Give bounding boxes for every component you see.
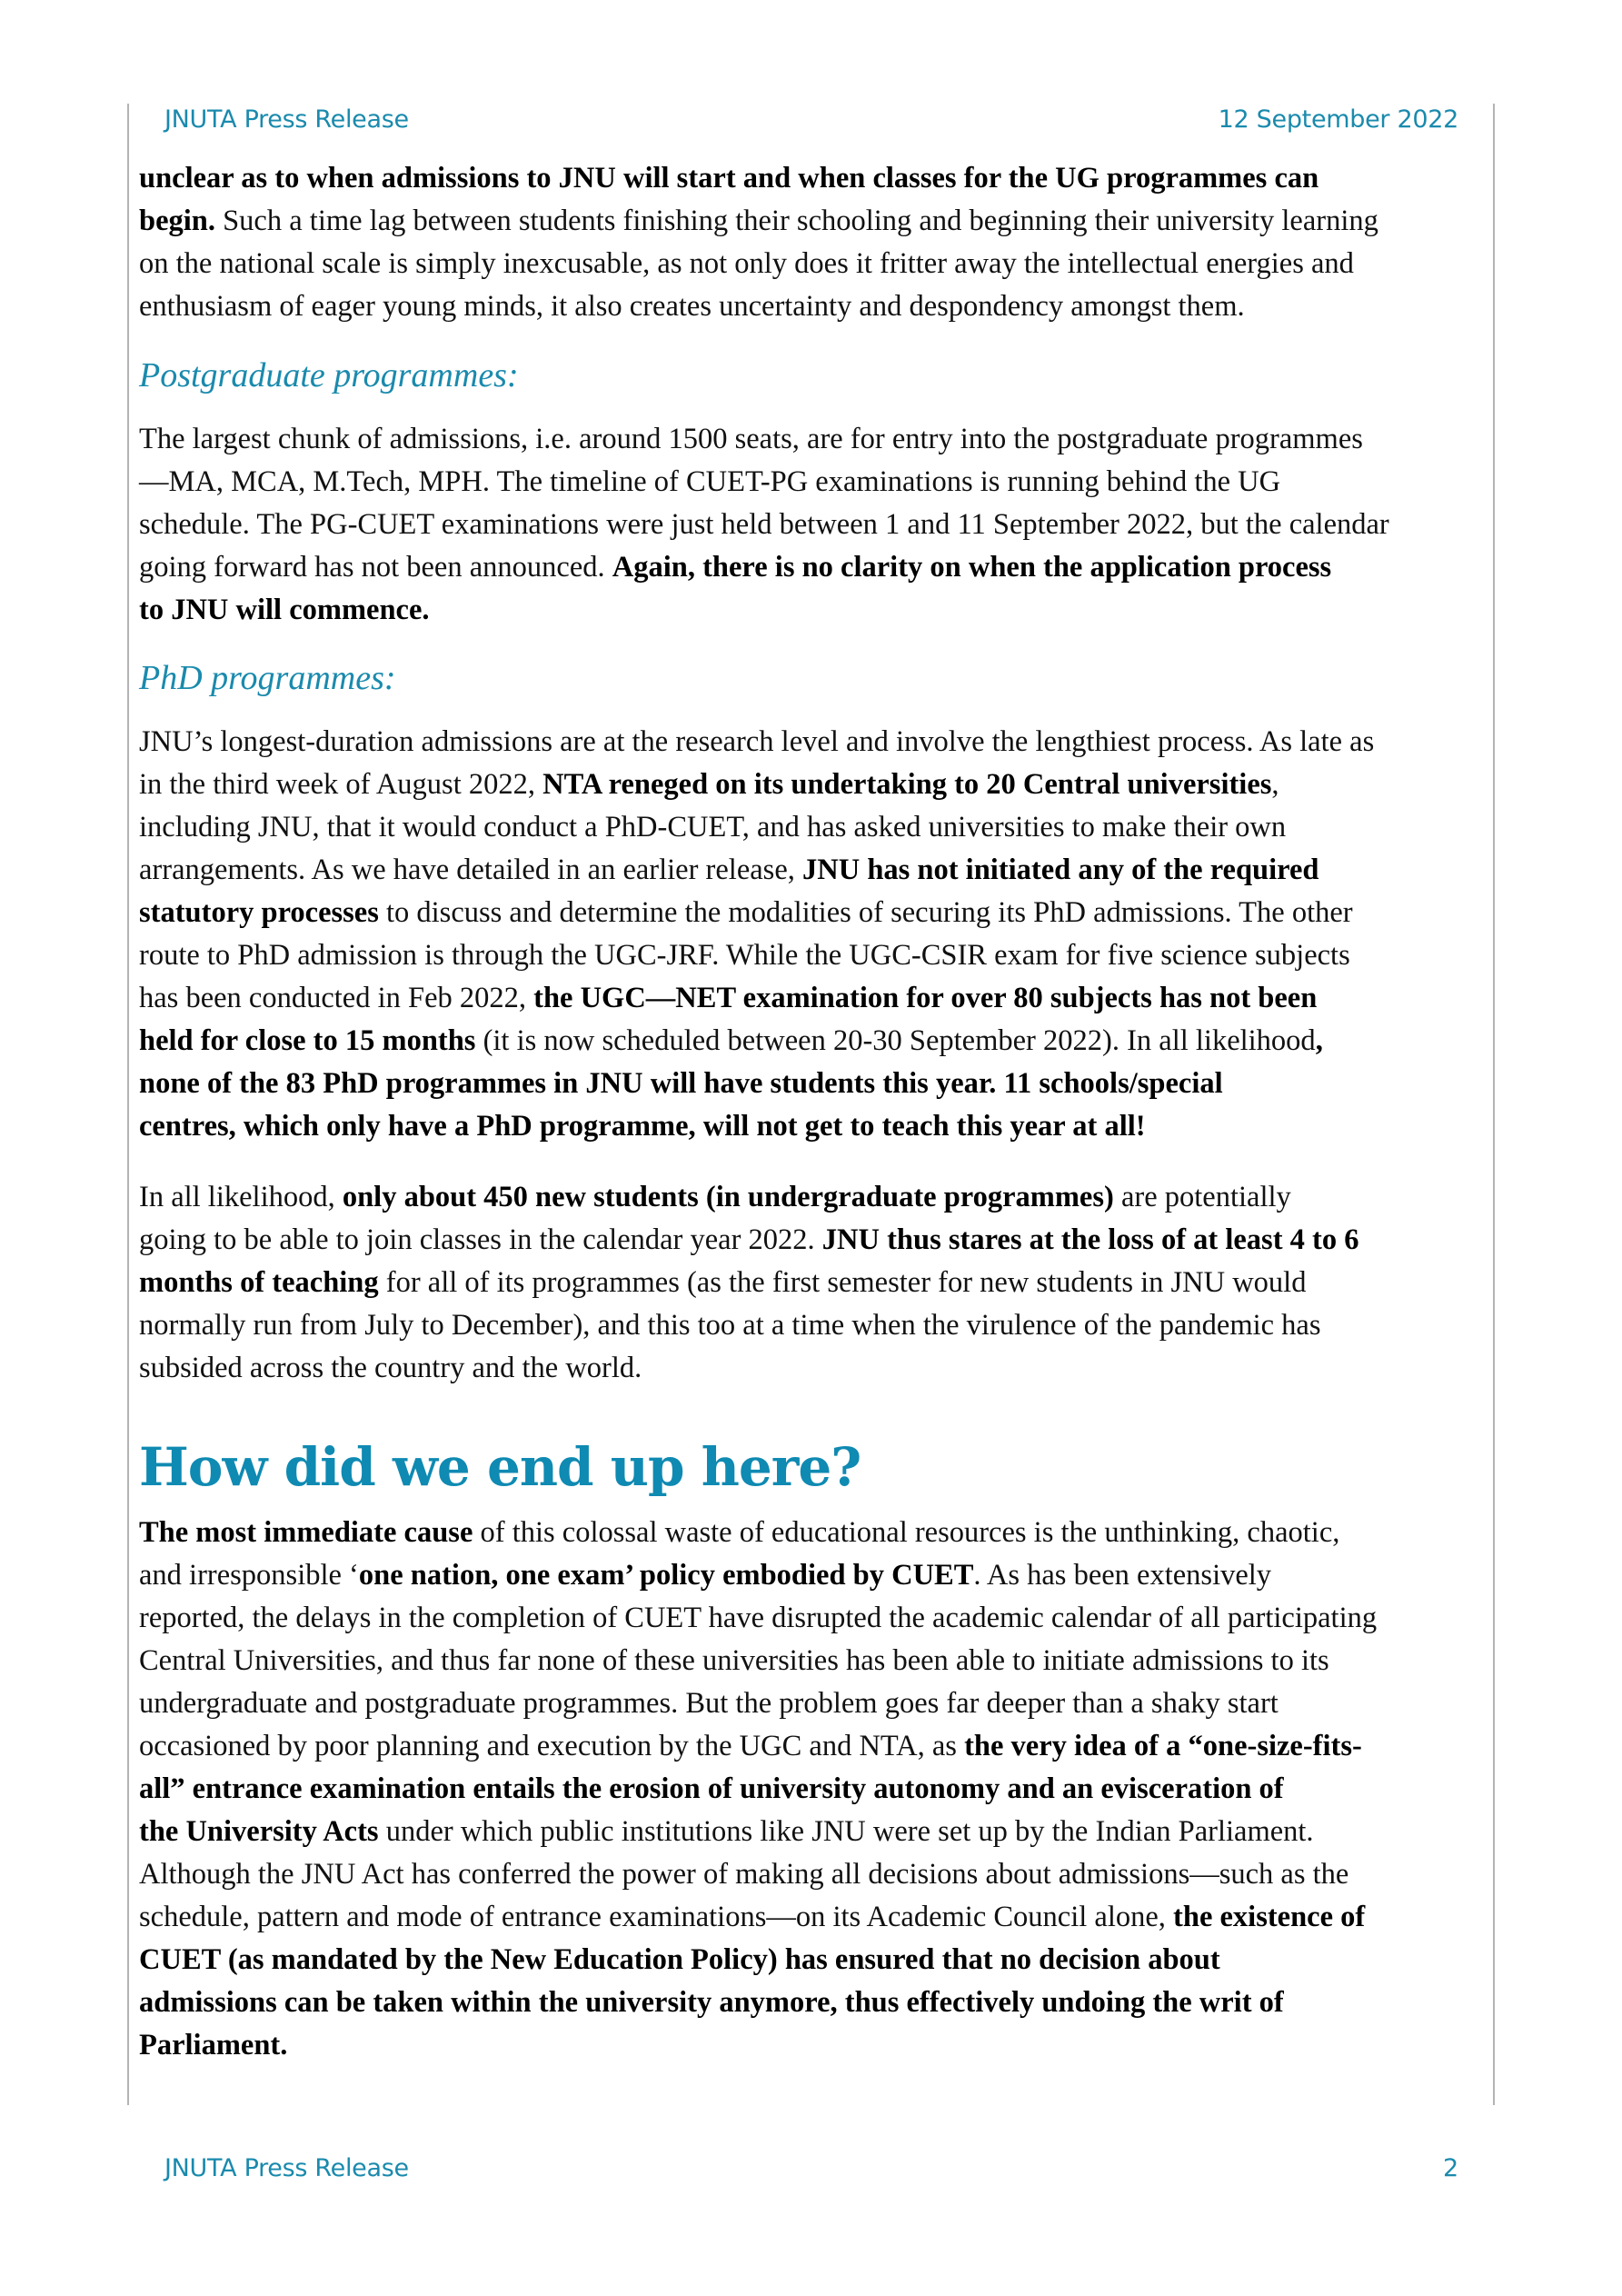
bold-text: the University Acts	[139, 1815, 379, 1848]
text-line	[139, 1225, 1358, 1255]
text-line	[139, 1817, 1314, 1847]
text-span: subsided across the country and the world.	[139, 1352, 642, 1384]
postgraduate-subheading: Postgraduate programmes:	[139, 356, 519, 394]
text-span: going forward has not been announced.	[139, 551, 612, 584]
text-line	[139, 855, 1319, 885]
text-line	[139, 813, 1286, 843]
bold-text: the existence of	[1173, 1901, 1366, 1933]
bold-text: ,	[1315, 1024, 1323, 1057]
text-line	[139, 1268, 1306, 1298]
footer-title: JNUTA Press Release	[164, 2154, 409, 2182]
text-span: In all likelihood,	[139, 1181, 343, 1213]
text-span: Central Universities, and thus far none of these universities has been able to initiate admissions to its	[139, 1644, 1329, 1677]
text-line	[139, 1112, 1146, 1142]
bold-text: to JNU will commence.	[139, 594, 430, 626]
bold-text: none of the 83 PhD programmes in JNU will have students this year. 11 schools/special	[139, 1067, 1223, 1100]
text-span: going to be able to join classes in the calendar year 2022.	[139, 1223, 822, 1256]
text-line	[139, 595, 430, 625]
text-span: schedule, pattern and mode of entrance examinations—on its Academic Council alone,	[139, 1901, 1174, 1933]
text-line	[139, 424, 1363, 454]
text-line	[139, 467, 1280, 497]
text-line	[139, 1945, 1220, 1975]
header-date: 12 September 2022	[1218, 105, 1458, 134]
text-line	[139, 1902, 1365, 1932]
text-line	[139, 1774, 1284, 1804]
text-span: arrangements. As we have detailed in an earlier release,	[139, 854, 802, 886]
bold-text: centres, which only have a PhD programme, will not get to teach this year at all!	[139, 1110, 1146, 1143]
text-line	[139, 1311, 1321, 1341]
section-heading-how: How did we end up here?	[139, 1436, 861, 1498]
right-margin-rule	[1493, 104, 1495, 2105]
text-line	[139, 1518, 1339, 1548]
text-line	[139, 1183, 1291, 1213]
text-line	[139, 2031, 287, 2061]
phd-subheading: PhD programmes:	[139, 659, 396, 697]
text-line	[139, 553, 1331, 583]
text-line	[139, 249, 1354, 279]
text-line	[139, 1860, 1348, 1890]
text-span: . As has been extensively	[973, 1559, 1272, 1592]
bold-text: months of teaching	[139, 1266, 379, 1299]
text-span: on the national scale is simply inexcusable, as not only does it fritter away the intellectual energies and	[139, 247, 1354, 280]
text-line	[139, 898, 1353, 928]
bold-text: begin.	[139, 205, 215, 237]
text-span: and irresponsible ‘	[139, 1559, 359, 1592]
bold-text: JNU has not initiated any of the required	[802, 854, 1319, 886]
text-line	[139, 1353, 642, 1383]
text-span: enthusiasm of eager young minds, it also creates uncertainty and despondency amongst them.	[139, 290, 1245, 323]
text-line	[139, 1561, 1271, 1591]
header-title: JNUTA Press Release	[164, 105, 409, 134]
text-line	[139, 206, 1378, 236]
text-line	[139, 1689, 1279, 1719]
text-span: undergraduate and postgraduate programmes. But the problem goes far deeper than a shaky start	[139, 1687, 1279, 1720]
text-line	[139, 983, 1317, 1013]
text-span: schedule. The PG-CUET examinations were just held between 1 and 11 September 2022, but the calendar	[139, 508, 1389, 541]
text-line	[139, 1069, 1223, 1099]
text-line	[139, 1026, 1323, 1056]
bold-text: unclear as to when admissions to JNU will start and when classes for the UG programmes can	[139, 162, 1319, 195]
text-span: normally run from July to December), and this too at a time when the virulence of the pandemic has	[139, 1309, 1321, 1342]
text-span: Such a time lag between students finishing their schooling and beginning their university learning	[214, 205, 1378, 237]
bold-text: The most immediate cause	[139, 1516, 473, 1549]
text-line	[139, 164, 1318, 194]
bold-text: Parliament.	[139, 2029, 288, 2061]
text-span: for all of its programmes (as the first semester for new students in JNU would	[378, 1266, 1307, 1299]
text-span: reported, the delays in the completion of CUET have disrupted the academic calendar of all participating	[139, 1602, 1378, 1634]
text-line	[139, 727, 1374, 757]
text-span: to discuss and determine the modalities of securing its PhD admissions. The other	[378, 896, 1353, 929]
text-line	[139, 1603, 1377, 1633]
page-number: 2	[1443, 2154, 1458, 2182]
bold-text: the very idea of a “one-size-fits-	[964, 1730, 1362, 1762]
text-span: under which public institutions like JNU were set up by the Indian Parliament.	[378, 1815, 1314, 1848]
left-margin-rule	[127, 104, 129, 2105]
bold-text: CUET (as mandated by the New Education Policy) has ensured that no decision about	[139, 1943, 1220, 1976]
text-span: has been conducted in Feb 2022,	[139, 982, 534, 1014]
text-line	[139, 510, 1389, 540]
text-line	[139, 941, 1350, 971]
bold-text: held for close to 15 months	[139, 1024, 476, 1057]
text-line	[139, 1646, 1329, 1676]
bold-text: Again, there is no clarity on when the application process	[612, 551, 1332, 584]
text-line	[139, 1988, 1284, 2018]
text-span: occasioned by poor planning and execution by the UGC and NTA, as	[139, 1730, 965, 1762]
text-span: ,	[1271, 768, 1279, 801]
text-span: in the third week of August 2022,	[139, 768, 543, 801]
bold-text: admissions can be taken within the university anymore, thus effectively undoing the writ of	[139, 1986, 1284, 2019]
text-span: route to PhD admission is through the UGC-JRF. While the UGC-CSIR exam for five science subjects	[139, 939, 1350, 972]
bold-text: all” entrance examination entails the erosion of university autonomy and an evisceration of	[139, 1772, 1284, 1805]
text-line	[139, 1732, 1362, 1762]
bold-text: statutory processes	[139, 896, 379, 929]
bold-text: NTA reneged on its undertaking to 20 Central universities	[542, 768, 1272, 801]
bold-text: one nation, one exam’ policy embodied by CUET	[358, 1559, 974, 1592]
text-span: including JNU, that it would conduct a PhD-CUET, and has asked universities to make their own	[139, 811, 1287, 844]
text-span: of this colossal waste of educational resources is the unthinking, chaotic,	[473, 1516, 1340, 1549]
bold-text: the UGC—NET examination for over 80 subjects has not been	[533, 982, 1318, 1014]
text-span: (it is now scheduled between 20-30 September 2022). In all likelihood	[475, 1024, 1316, 1057]
bold-text: only about 450 new students (in undergraduate programmes)	[342, 1181, 1114, 1213]
text-line	[139, 292, 1245, 322]
bold-text: JNU thus stares at the loss of at least 4 to 6	[821, 1223, 1359, 1256]
text-span: are potentially	[1113, 1181, 1291, 1213]
text-span: —MA, MCA, M.Tech, MPH. The timeline of CUET-PG examinations is running behind the UG	[139, 465, 1281, 498]
text-line	[139, 770, 1279, 800]
text-span: JNU’s longest-duration admissions are at the research level and involve the lengthiest process. As late as	[139, 725, 1375, 758]
text-span: Although the JNU Act has conferred the power of making all decisions about admissions—such as the	[139, 1858, 1349, 1891]
text-span: The largest chunk of admissions, i.e. around 1500 seats, are for entry into the postgraduate programmes	[139, 423, 1363, 455]
